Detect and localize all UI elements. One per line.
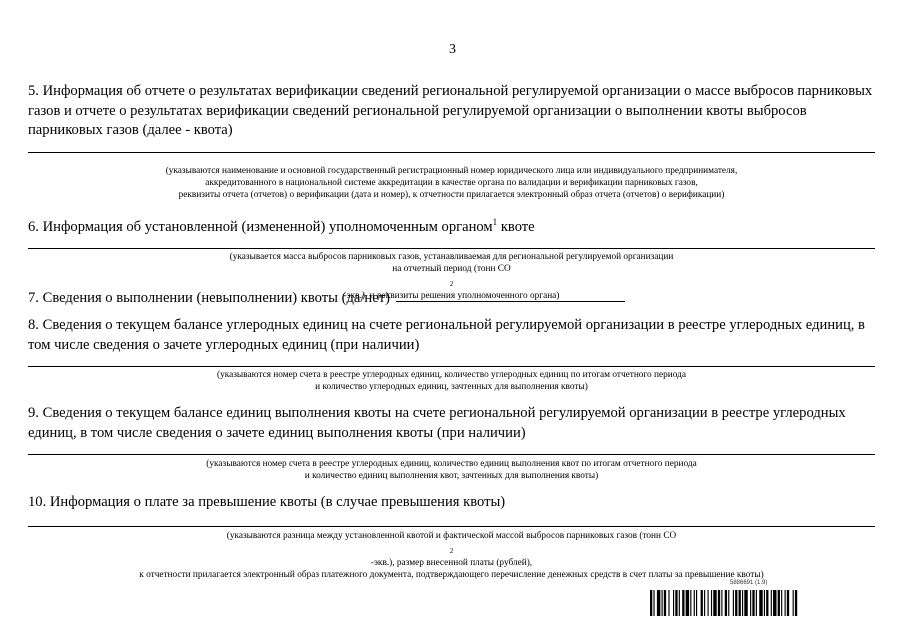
barcode-bar [756,590,757,616]
barcode-bar [735,590,737,616]
barcode-bar [781,590,782,616]
barcode-bar [787,590,789,616]
section-9-heading: 9. Сведения о текущем балансе единиц выполнения квоты на счете региональной регулируемой организации в реестре углеродных единиц, в том числе сведения о зачете единиц выполнения квоты (при наличии) [28,405,846,441]
barcode-bar [662,590,663,616]
section-8-rule [28,366,875,367]
barcode-bar [694,590,695,616]
note-text: -экв.), и реквизиты решения уполномоченного органа) [343,290,560,301]
section-6-rule [28,248,875,249]
barcode-bar [673,590,674,616]
barcode-bar [766,590,768,616]
note-line [28,530,875,569]
barcode-bar [793,590,794,616]
heading-text: 6. Информация об установленной (измененной) уполномоченным органом [28,218,493,235]
section-10-rule [28,526,875,527]
note-line: (указываются номер счета в реестре углеродных единиц, количество единиц выполнения квот по итогам отчетного периода [206,459,697,469]
barcode-bar [785,590,786,616]
barcode-bar [664,590,666,616]
barcode-bar [657,590,660,616]
section-6-heading [28,213,878,237]
footnote-marker: 1 [492,217,498,227]
barcode-bar [744,590,747,616]
barcode-icon [650,590,860,616]
section-10-note [28,530,875,581]
barcode-bar [721,590,722,616]
note-line: к отчетности прилагается электронный образ платежного документа, подтверждающего перечисление денежных средств в счет платы за превышение квоты) [139,569,764,580]
note-line: (указываются наименование и основной государственный регистрационный номер юридического лица или индивидуального предпринимателя, [165,166,738,176]
barcode-bar [701,590,703,616]
barcode-bar [750,590,751,616]
page-number: 3 [449,42,456,57]
barcode-bar [795,590,797,616]
barcode-bar [742,590,743,616]
barcode-bar [708,590,709,616]
section-10-heading: 10. Информация о плате за превышение квоты (в случае превышения квоты) [28,494,506,510]
subscript: 2 [449,279,454,288]
section-8-note [28,369,875,393]
section-5-rule [28,152,875,153]
note-line: (указывается масса выбросов парниковых газов, устанавливаемая для региональной регулируемой организации [229,252,674,262]
section-7-heading [28,287,878,309]
barcode-bar [690,590,691,616]
heading-text: 7. Сведения о выполнении (невыполнении) квоты (да/нет) [28,290,390,306]
note-text: (указываются разница между установленной квотой и фактической массой выбросов парниковых газов (тонн CO [226,531,677,541]
barcode-bar [713,590,716,616]
subscript: 2 [449,546,454,555]
barcode-bar [704,590,705,616]
barcode-bar [679,590,680,616]
note-line: аккредитованного в национальной системе аккредитации в качестве органа по валидации и верификации парниковых газов, [205,178,698,188]
barcode-bar [764,590,765,616]
barcode-bar [733,590,734,616]
barcode-bar [771,590,772,616]
barcode-bar [650,590,652,616]
barcode-bar [675,590,677,616]
section-8-heading: 8. Сведения о текущем балансе углеродных единиц на счете региональной регулируемой организации в реестре углеродных единиц, в том числе сведения о зачете углеродных единиц (при наличии) [28,317,865,353]
barcode-bar [739,590,741,616]
note-text: на отчетный период (тонн CO [392,264,511,274]
barcode-bar [728,590,729,616]
section-9-rule [28,454,875,455]
barcode-bar [653,590,654,616]
section-5-heading: 5. Информация об отчете о результатах верификации сведений региональной регулируемой организации о массе выбросов парниковых газов и отчете о результатах верификации сведений региональной регулируемой организации о выполнении квоты выбросов парниковых газов (далее - квота) [28,83,873,138]
heading-text: квоте [497,218,535,235]
note-line: и количество углеродных единиц, зачтенных для выполнения квоты) [315,382,588,392]
barcode-bar [718,590,720,616]
barcode-bar [696,590,697,616]
barcode-bar [759,590,762,616]
barcode-bar [752,590,754,616]
note-line: (указываются номер счета в реестре углеродных единиц, количество углеродных единиц по итогам отчетного периода [217,370,686,380]
barcode-label: 5886691 (1.9) [730,580,768,586]
barcode-bar [668,590,669,616]
section-9-note [28,458,875,482]
barcode-bar [711,590,712,616]
answer-blank[interactable] [396,287,625,302]
barcode-bar [778,590,780,616]
note-text: -экв.), размер внесенной платы (рублей), [370,557,533,568]
note-line: реквизиты отчета (отчетов) о верификации (дата и номер), к отчетности прилагается электронный образ отчета (отчетов) о верификации) [178,190,725,200]
barcode-bar [773,590,776,616]
barcode-bar [682,590,684,616]
section-5-note [28,165,875,201]
note-line: и количество единиц выполнения квот, зачтенных для выполнения квоты) [304,471,599,481]
barcode-bar [686,590,689,616]
barcode-bar [725,590,727,616]
